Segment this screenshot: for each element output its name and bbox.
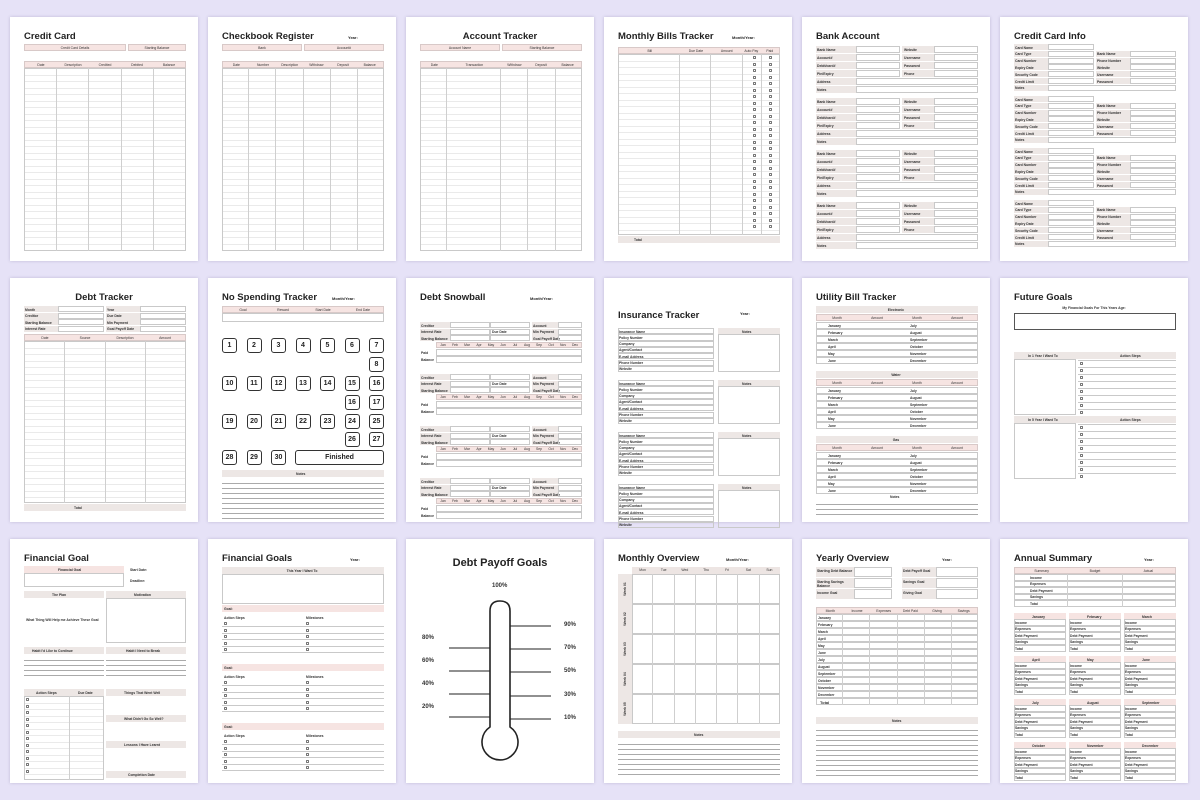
field-label: Credit Card Details bbox=[60, 46, 90, 50]
table-header: Bill Due Date Amount Auto Pay Paid bbox=[618, 47, 780, 54]
paid-checkbox[interactable] bbox=[769, 102, 772, 105]
day-box[interactable]: 21 bbox=[271, 414, 286, 429]
day-box[interactable]: 25 bbox=[369, 414, 384, 429]
day-box[interactable]: 11 bbox=[247, 376, 262, 391]
autopay-checkbox[interactable] bbox=[753, 206, 756, 209]
autopay-checkbox[interactable] bbox=[753, 63, 756, 66]
action-checkbox[interactable] bbox=[1080, 383, 1083, 386]
action-checkbox[interactable] bbox=[1080, 362, 1083, 365]
autopay-checkbox[interactable] bbox=[753, 154, 756, 157]
page-credit-card bbox=[10, 17, 198, 261]
autopay-checkbox[interactable] bbox=[753, 115, 756, 118]
page-utility-bill: Utility Bill Tracker Electronic Month Amount Month Amount January July February August March September April October May November June December Water Month Amount Month Amount January July February August March September April October May November June December Gas Month Amount Month Amount January July February August March September April October May November June December Notes bbox=[802, 278, 990, 522]
page-title: Monthly Overview bbox=[618, 553, 700, 564]
day-box[interactable]: 24 bbox=[345, 414, 360, 429]
table-header: Date Source Description Amount bbox=[24, 334, 186, 341]
day-box[interactable]: 1 bbox=[222, 338, 237, 353]
action-checkbox[interactable] bbox=[1080, 376, 1083, 379]
table-header: Date Description Credited Debited Balance bbox=[24, 61, 186, 68]
autopay-checkbox[interactable] bbox=[753, 76, 756, 79]
action-checkbox[interactable] bbox=[1080, 411, 1083, 414]
page-title: Insurance Tracker bbox=[618, 310, 700, 321]
paid-checkbox[interactable] bbox=[769, 63, 772, 66]
page-title: Debt Payoff Goals bbox=[452, 557, 548, 569]
planner-pages-grid bbox=[10, 17, 1190, 783]
action-checkbox[interactable] bbox=[1080, 461, 1083, 464]
action-checkbox[interactable] bbox=[1080, 475, 1083, 478]
action-checkbox[interactable] bbox=[1080, 426, 1083, 429]
day-box[interactable]: 14 bbox=[320, 376, 335, 391]
autopay-checkbox[interactable] bbox=[753, 89, 756, 92]
day-box[interactable]: 7 bbox=[369, 338, 384, 353]
page-yearly-overview: Yearly Overview Year: Starting Debt Balance Debt Payoff Goal Starting Savings Balance Savings Goal Income Goal Giving Goal Month Income Expenses Debt Paid Giving Savings January February March April May June July August September October November December Total Notes bbox=[802, 539, 990, 783]
autopay-checkbox[interactable] bbox=[753, 56, 756, 59]
paid-checkbox[interactable] bbox=[769, 199, 772, 202]
action-checkbox[interactable] bbox=[1080, 404, 1083, 407]
table-header: Date Transaction Withdraw Deposit Balance bbox=[420, 61, 582, 68]
paid-checkbox[interactable] bbox=[769, 141, 772, 144]
day-box[interactable]: 8 bbox=[369, 357, 384, 372]
day-box[interactable]: 10 bbox=[222, 376, 237, 391]
paid-checkbox[interactable] bbox=[769, 219, 772, 222]
day-box[interactable]: 4 bbox=[296, 338, 311, 353]
day-box[interactable]: 6 bbox=[345, 338, 360, 353]
autopay-checkbox[interactable] bbox=[753, 167, 756, 170]
page-title: Financial Goals bbox=[222, 553, 293, 564]
page-title: Financial Goal bbox=[24, 553, 89, 564]
page-bank-account: Bank Account Bank Name Account# Debit/card# Pin/Expiry Address Notes Website Username Password Phone Bank Name Account# Debit/card# Pin/Expiry Address Notes Website Username Password Phone Bank Name Account# Debit/card# Pin/Expiry Address Notes Website Username Password Phone Bank Name Account# Debit/card# Pin/Expiry Address Notes Website Username Password Phone bbox=[802, 17, 990, 261]
paid-checkbox[interactable] bbox=[769, 206, 772, 209]
finished-box[interactable]: Finished bbox=[295, 450, 384, 465]
day-box[interactable]: 27 bbox=[369, 432, 384, 447]
paid-checkbox[interactable] bbox=[769, 193, 772, 196]
autopay-checkbox[interactable] bbox=[753, 134, 756, 137]
day-box[interactable]: 16 bbox=[369, 376, 384, 391]
paid-checkbox[interactable] bbox=[769, 95, 772, 98]
page-checkbook-register: Checkbook Register Year: Bank Account# Date Number Description Withdraw Deposit Balance bbox=[208, 17, 396, 261]
autopay-checkbox[interactable] bbox=[753, 147, 756, 150]
paid-checkbox[interactable] bbox=[769, 167, 772, 170]
table-header: Date Number Description Withdraw Deposit Balance bbox=[222, 61, 384, 68]
day-box[interactable]: 20 bbox=[247, 414, 262, 429]
day-box[interactable]: 3 bbox=[271, 338, 286, 353]
autopay-checkbox[interactable] bbox=[753, 160, 756, 163]
action-checkbox[interactable] bbox=[1080, 433, 1083, 436]
page-annual-summary: Annual Summary Year: Summary Budget Actual Income Expenses Debt Payment Savings Total January Income Expenses Debt Payment Savings Total February Income Expenses Debt Payment Savings Total March Income Expenses Debt Payment Savings Total April Income Expenses Debt Payment Savings Total May Income Expenses Debt Payment Savings Total June Income Expenses Debt Payment Savings Total July Income Expenses Debt Payment Savings Total August Income Expenses Debt Payment Savings Total September Income Expenses Debt Payment Savings Total October Income Expenses Debt Payment Savings Total November Income Expenses Debt Payment Savings Total December Income Expenses Debt Payment Savings Total bbox=[1000, 539, 1188, 783]
paid-checkbox[interactable] bbox=[769, 82, 772, 85]
autopay-checkbox[interactable] bbox=[753, 141, 756, 144]
day-box[interactable]: 28 bbox=[222, 450, 237, 465]
paid-checkbox[interactable] bbox=[769, 147, 772, 150]
page-account-tracker: Account Tracker Account Name Starting Balance Date Transaction Withdraw Deposit Balance bbox=[406, 17, 594, 261]
day-box[interactable]: 2 bbox=[247, 338, 262, 353]
paid-checkbox[interactable] bbox=[769, 186, 772, 189]
page-future-goals: Future Goals My Financial Goals For This Years Age: In 1 Year I Want To Action Steps In 5 Year I Want To Action Steps bbox=[1000, 278, 1188, 522]
day-box[interactable]: 22 bbox=[296, 414, 311, 429]
page-title: Annual Summary bbox=[1014, 553, 1093, 564]
page-monthly-overview: Monthly Overview Month/Year: Mon Tue Wed Thu Fri Sat Sun Week 01 Week 02 Week 03 Week 04 Week 05 Notes bbox=[604, 539, 792, 783]
page-no-spending: No Spending Tracker Month/Year: Goal Reward Start Date End Date 1 2 3 4 5 6 7 8 10 11 12 13 14 15 16 16 17 19 20 21 22 23 24 25 26 27 28 29 30 Finished Notes bbox=[208, 278, 396, 522]
day-box[interactable]: 26 bbox=[345, 432, 360, 447]
page-title: Account Tracker bbox=[462, 31, 538, 42]
page-title: Debt Snowball bbox=[420, 292, 486, 303]
day-box[interactable]: 23 bbox=[320, 414, 335, 429]
page-debt-payoff: Debt Payoff Goals 100% 80% 60% 40% 20% 90% 70% 50% 30% 10% bbox=[406, 539, 594, 783]
page-title: Credit Card Info bbox=[1014, 31, 1086, 42]
action-checkbox[interactable] bbox=[1080, 454, 1083, 457]
page-title: Future Goals bbox=[1014, 292, 1073, 303]
paid-checkbox[interactable] bbox=[769, 154, 772, 157]
paid-checkbox[interactable] bbox=[769, 115, 772, 118]
paid-checkbox[interactable] bbox=[769, 108, 772, 111]
autopay-checkbox[interactable] bbox=[753, 121, 756, 124]
day-box[interactable]: 5 bbox=[320, 338, 335, 353]
paid-checkbox[interactable] bbox=[769, 56, 772, 59]
page-title: Yearly Overview bbox=[816, 553, 889, 564]
autopay-checkbox[interactable] bbox=[753, 180, 756, 183]
paid-checkbox[interactable] bbox=[769, 212, 772, 215]
paid-checkbox[interactable] bbox=[769, 173, 772, 176]
page-monthly-bills: Monthly Bills Tracker Month/Year: Bill Due Date Amount Auto Pay Paid Total bbox=[604, 17, 792, 261]
action-checkbox[interactable] bbox=[1080, 390, 1083, 393]
autopay-checkbox[interactable] bbox=[753, 219, 756, 222]
page-title: Bank Account bbox=[816, 31, 880, 42]
page-title: Credit Card bbox=[24, 31, 76, 42]
paid-checkbox[interactable] bbox=[769, 160, 772, 163]
action-checkbox[interactable] bbox=[1080, 369, 1083, 372]
field-label: Starting Balance bbox=[144, 46, 170, 50]
page-financial-goal: Financial Goal Financial Goal Start Date: Deadline: The Plan Motivation What Thing Will Help me Achieve These Goal Habit I'd Like to Continue Habit I Need to Break Action Steps Due Date Things That Went Well What Didn't Go So Well? Lessons I Have Learnt Completion Date bbox=[10, 539, 198, 783]
page-debt-snowball: Debt Snowball Month/Year: Creditor Account Interest Rate Due Date Min Payment Starting Balance Goal Payoff Date Jan Feb Mar Apr May Jun Jul Aug Sep Oct Nov Dec Paid Balance Creditor Account Interest Rate Due Date Min Payment Starting Balance Goal Payoff Date Jan Feb Mar Apr May Jun Jul Aug Sep Oct Nov Dec Paid Balance Creditor Account Interest Rate Due Date Min Payment Starting Balance Goal Payoff Date Jan Feb Mar Apr May Jun Jul Aug Sep Oct Nov Dec Paid Balance Creditor Account Interest Rate Due Date Min Payment Starting Balance Goal Payoff Date Jan Feb Mar Apr May Jun Jul Aug Sep Oct Nov Dec Paid Balance bbox=[406, 278, 594, 522]
day-box[interactable]: 16 bbox=[345, 395, 360, 410]
page-title: Utility Bill Tracker bbox=[816, 292, 897, 303]
paid-checkbox[interactable] bbox=[769, 134, 772, 137]
autopay-checkbox[interactable] bbox=[753, 186, 756, 189]
paid-checkbox[interactable] bbox=[769, 225, 772, 228]
paid-checkbox[interactable] bbox=[769, 128, 772, 131]
page-title: Checkbook Register bbox=[222, 31, 314, 42]
page-insurance: Insurance Tracker Year: Insurance Name Policy Number Company Agent/Contact E-mail Address Phone Number Website Notes Insurance Name Policy Number Company Agent/Contact E-mail Address Phone Number Website Notes Insurance Name Policy Number Company Agent/Contact E-mail Address Phone Number Website Notes Insurance Name Policy Number Company Agent/Contact E-mail Address Phone Number Website Notes bbox=[604, 278, 792, 522]
page-title: No Spending Tracker bbox=[222, 292, 318, 303]
autopay-checkbox[interactable] bbox=[753, 212, 756, 215]
page-debt-tracker: Debt Tracker Month Year Creditor Due Date Starting Balance Min Payment Interest Rate Goal Payoff Date Date Source Description Amount Total bbox=[10, 278, 198, 522]
day-box[interactable]: 17 bbox=[369, 395, 384, 410]
page-title: Debt Tracker bbox=[75, 292, 133, 303]
autopay-checkbox[interactable] bbox=[753, 108, 756, 111]
day-box[interactable]: 30 bbox=[271, 450, 286, 465]
autopay-checkbox[interactable] bbox=[753, 82, 756, 85]
autopay-checkbox[interactable] bbox=[753, 193, 756, 196]
action-checkbox[interactable] bbox=[1080, 440, 1083, 443]
action-checkbox[interactable] bbox=[1080, 447, 1083, 450]
day-box[interactable]: 29 bbox=[247, 450, 262, 465]
thermometer bbox=[406, 539, 594, 783]
autopay-checkbox[interactable] bbox=[753, 225, 756, 228]
day-box[interactable]: 12 bbox=[271, 376, 286, 391]
action-checkbox[interactable] bbox=[1080, 468, 1083, 471]
autopay-checkbox[interactable] bbox=[753, 128, 756, 131]
autopay-checkbox[interactable] bbox=[753, 102, 756, 105]
autopay-checkbox[interactable] bbox=[753, 199, 756, 202]
day-box[interactable]: 15 bbox=[345, 376, 360, 391]
paid-checkbox[interactable] bbox=[769, 180, 772, 183]
paid-checkbox[interactable] bbox=[769, 69, 772, 72]
notes-lines[interactable] bbox=[222, 479, 384, 519]
paid-checkbox[interactable] bbox=[769, 89, 772, 92]
autopay-checkbox[interactable] bbox=[753, 173, 756, 176]
paid-checkbox[interactable] bbox=[769, 76, 772, 79]
paid-checkbox[interactable] bbox=[769, 121, 772, 124]
page-title: Monthly Bills Tracker bbox=[618, 31, 714, 42]
autopay-checkbox[interactable] bbox=[753, 69, 756, 72]
day-box[interactable]: 13 bbox=[296, 376, 311, 391]
page-financial-goals: Financial Goals Year: This Year I Want To Goal: Action Steps Milestones Goal: Action Steps Milestones Goal: Action Steps Milestones bbox=[208, 539, 396, 783]
autopay-checkbox[interactable] bbox=[753, 95, 756, 98]
page-credit-card-info: Credit Card Info Card Name Card Type Card Number Expiry Date Security Code Credit Limit Notes Bank Name Phone Number Website Username Password Card Name Card Type Card Number Expiry Date Security Code Credit Limit Notes Bank Name Phone Number Website Username Password Card Name Card Type Card Number Expiry Date Security Code Credit Limit Notes Bank Name Phone Number Website Username Password Card Name Card Type Card Number Expiry Date Security Code Credit Limit Notes Bank Name Phone Number Website Username Password bbox=[1000, 17, 1188, 261]
action-checkbox[interactable] bbox=[1080, 397, 1083, 400]
day-box[interactable]: 19 bbox=[222, 414, 237, 429]
